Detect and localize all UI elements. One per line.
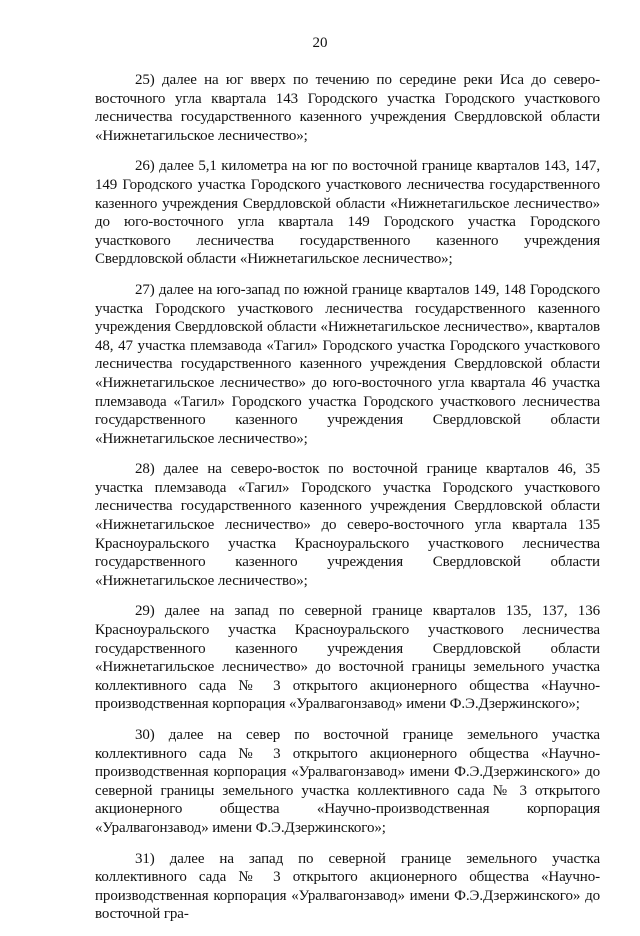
page-number: 20	[312, 35, 328, 51]
document-body	[95, 71, 600, 936]
paragraph-30: 30) далее на север по восточной границе земельного участка коллективного сада № 3 открытого акционерного общества «Научно-производственная корпорация «Уралвагонзавод» имени Ф.Э.Дзержинского» до северной границы земельного участка коллективного сада № 3 открытого акционерного общества «Научно-производственная корпорация «Уралвагонзавод» имени Ф.Э.Дзержинского»;	[95, 727, 600, 836]
paragraph-28: 28) далее на северо-восток по восточной границе кварталов 46, 35 участка племзавода «Тагил» Городского участка Городского участкового лесничества государственного казенного учреждения Свердловской области «Нижнетагильское лесничество» до северо-восточного угла квартала 135 Красноуральского участка Красноуральского участкового лесничества государственного казенного учреждения Свердловской области «Нижнетагильское лесничество»;	[95, 461, 600, 589]
paragraph-26: 26) далее 5,1 километра на юг по восточной границе кварталов 143, 147, 149 Городского участка Городского участкового лесничества государственного казенного учреждения Свердловской области «Нижнетагильское лесничество» до юго-восточного угла квартала 149 Городского участка Городского участкового лесничества государственного казенного учреждения Свердловской области «Нижнетагильское лесничество»;	[95, 158, 600, 268]
paragraph-27: 27) далее на юго-запад по южной границе кварталов 149, 148 Городского участка Городского участкового лесничества государственного казенного учреждения Свердловской области «Нижнетагильское лесничество», кварталов 48, 47 участка племзавода «Тагил» Городского участка Городского участкового лесничества государственного казенного учреждения Свердловской области «Нижнетагильское лесничество» до юго-восточного угла квартала 46 участка племзавода «Тагил» Городского участка Городского участкового лесничества государственного казенного учреждения Свердловской области «Нижнетагильское лесничество»;	[95, 281, 600, 447]
paragraph-29: 29) далее на запад по северной границе кварталов 135, 137, 136 Красноуральского участка Красноуральского участкового лесничества государственного казенного учреждения Свердловской области «Нижнетагильское лесничество» до восточной границы земельного участка коллективного сада № 3 открытого акционерного общества «Научно-производственная корпорация «Уралвагонзавод» имени Ф.Э.Дзержинского»;	[95, 603, 600, 713]
paragraph-31: 31) далее на запад по северной границе земельного участка коллективного сада № 3 открытого акционерного общества «Научно-производственная корпорация «Уралвагонзавод» имени Ф.Э.Дзержинского» до восточной гра-	[95, 850, 600, 923]
paragraph-25: 25) далее на юг вверх по течению по середине реки Иса до северо-восточного угла квартала 143 Городского участка Городского участкового лесничества государственного казенного учреждения Свердловской области «Нижнетагильское лесничество»;	[95, 72, 600, 144]
